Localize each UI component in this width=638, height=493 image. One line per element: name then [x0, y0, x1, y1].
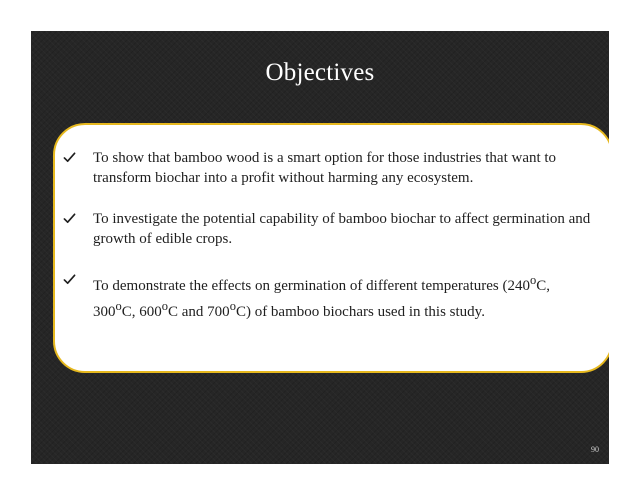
degree-superscript: o	[161, 299, 169, 313]
objective-text-3-part: C, 300	[93, 278, 551, 320]
objectives-list	[63, 148, 591, 343]
objective-text-2: To investigate the potential capability of bamboo biochar to affect germination and growth of edible crops.	[93, 211, 591, 247]
objective-text-1: To show that bamboo wood is a smart option for those industries that want to transform biochar into a profit without harming any ecosystem.	[93, 150, 557, 186]
slide-title: Objectives	[265, 59, 375, 86]
objective-text-3-part: C, 600	[121, 304, 162, 320]
objective-item-3	[63, 270, 591, 322]
degree-superscript: o	[530, 273, 537, 287]
objectives-box	[53, 123, 609, 373]
degree-superscript: o	[229, 299, 236, 313]
objective-text-3-part: C) of bamboo biochars used in this study.	[235, 304, 485, 320]
slide	[31, 31, 609, 464]
degree-superscript: o	[115, 299, 122, 313]
checkmark-icon	[63, 151, 76, 164]
slide-number: 90	[591, 445, 599, 454]
objective-item-2	[63, 209, 591, 249]
objective-text-3	[93, 273, 551, 320]
objective-text-3-part: To demonstrate the effects on germination of different temperatures (240	[93, 278, 530, 294]
objective-text-3-part: C and 700	[168, 304, 230, 320]
checkmark-icon	[63, 212, 76, 225]
objective-item-1	[63, 148, 591, 188]
checkmark-icon	[63, 273, 76, 286]
